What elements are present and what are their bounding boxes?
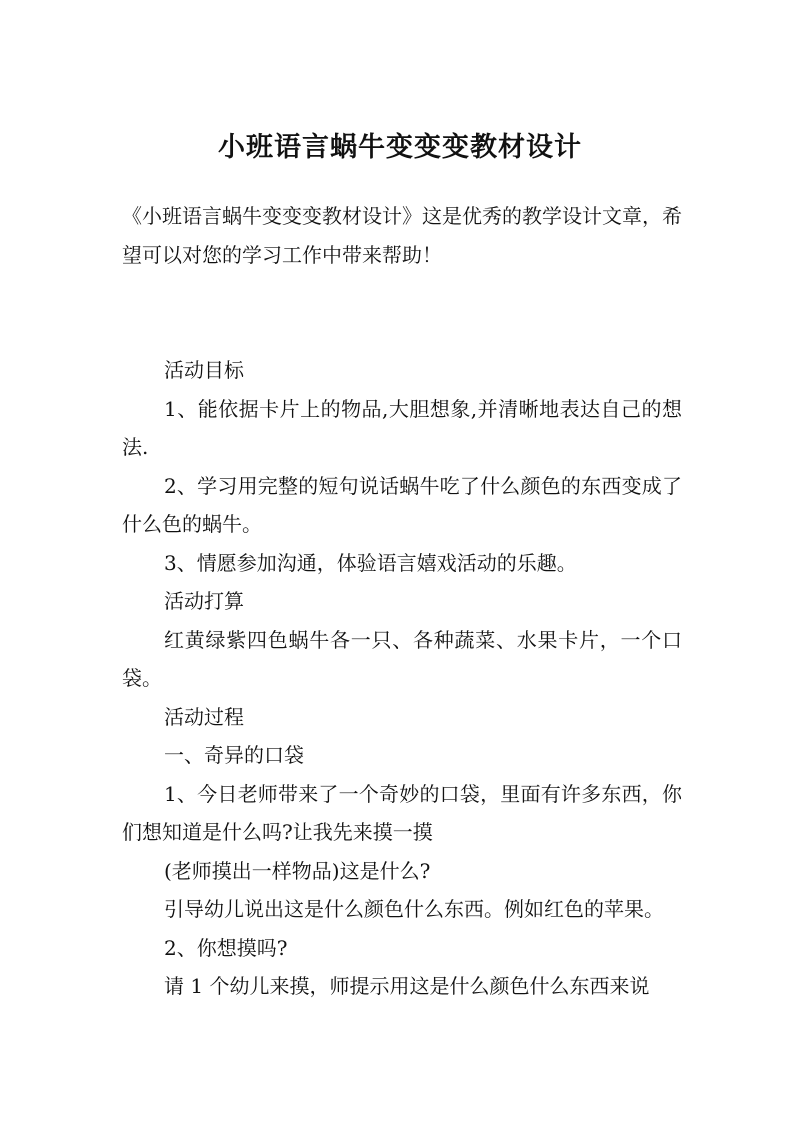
- paragraph-materials: 红黄绿紫四色蜗牛各一只、各种蔬菜、水果卡片，一个口袋。: [122, 627, 682, 690]
- subheading-magic-bag: 一、奇异的口袋: [164, 743, 304, 767]
- paragraph-guidance: 引导幼儿说出这是什么颜色什么东西。例如红色的苹果。: [164, 897, 664, 921]
- paragraph-goal-2: 2、学习用完整的短句说话蜗牛吃了什么颜色的东西变成了什么色的蜗牛。: [122, 473, 682, 536]
- paragraph-goal-1: 1、能依据卡片上的物品,大胆想象,并清晰地表达自己的想法.: [122, 396, 682, 459]
- paragraph-child-touch: 请 1 个幼儿来摸，师提示用这是什么颜色什么东西来说: [164, 974, 650, 998]
- paragraph-goal-3: 3、情愿参加沟通，体验语言嬉戏活动的乐趣。: [164, 550, 577, 575]
- paragraph-teacher-action: (老师摸出一样物品)这是什么?: [164, 858, 431, 883]
- section-heading-preparation: 活动打算: [164, 589, 244, 613]
- document-title: 小班语言蜗牛变变变教材设计: [218, 132, 582, 163]
- section-heading-process: 活动过程: [164, 704, 244, 729]
- document-body: [122, 197, 682, 1006]
- paragraph-step-1: 1、今日老师带来了一个奇妙的口袋，里面有许多东西，你们想知道是什么吗?让我先来摸一摸: [122, 781, 682, 844]
- paragraph-step-2: 2、你想摸吗?: [164, 935, 288, 960]
- section-heading-goals: 活动目标: [164, 358, 244, 382]
- intro-paragraph: 《小班语言蜗牛变变变教材设计》这是优秀的教学设计文章，希望可以对您的学习工作中带来帮助！: [122, 204, 682, 267]
